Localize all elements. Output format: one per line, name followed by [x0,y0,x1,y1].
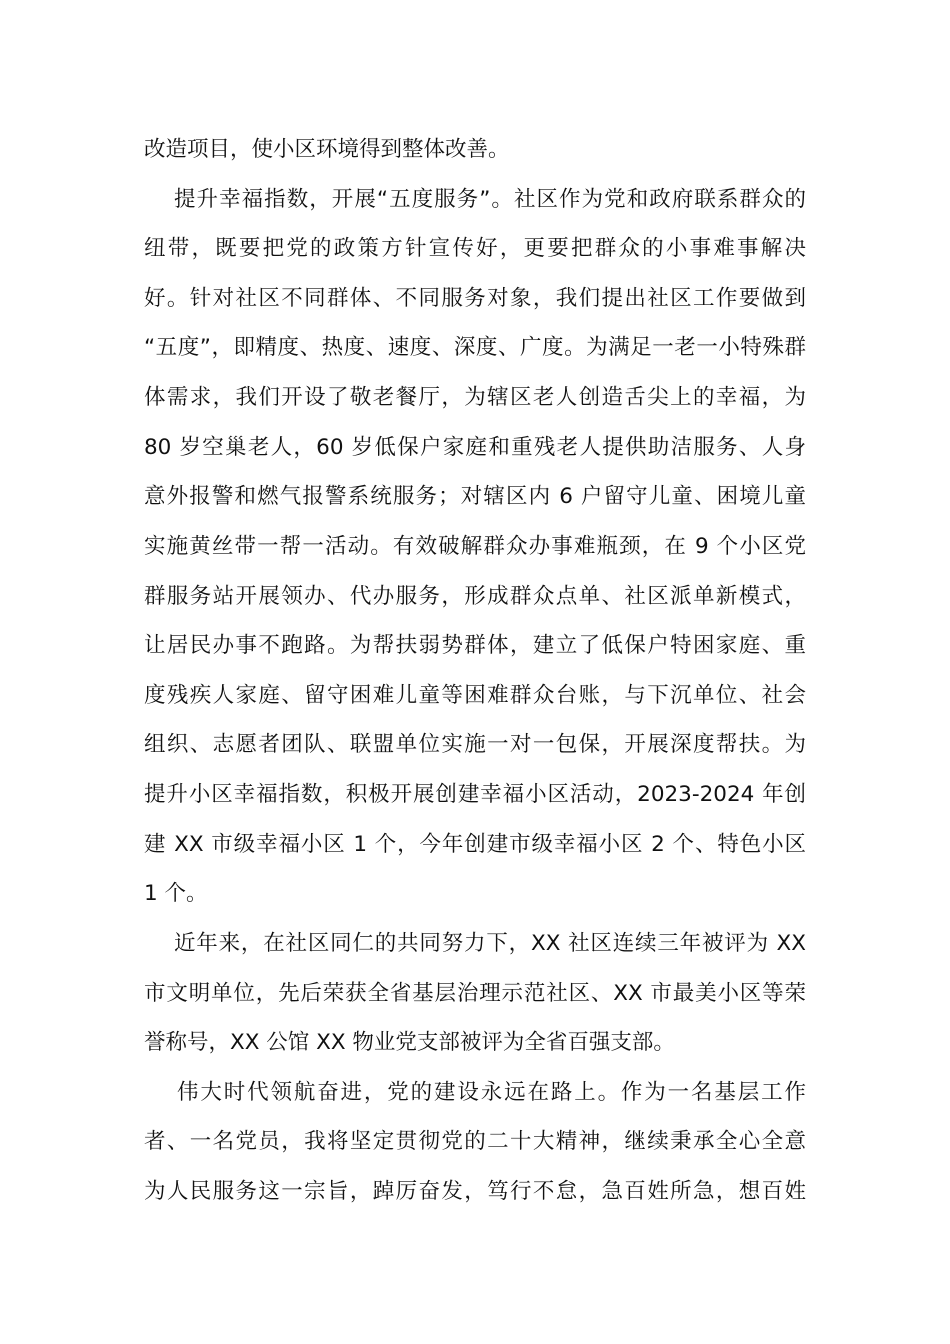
text-line: 意外报警和燃气报警系统服务；对辖区内 6 户留守儿童、困境儿童 [144,484,806,509]
text-line: 誉称号，XX 公馆 XX 物业党支部被评为全省百强支部。 [144,1030,675,1055]
text-line: 实施黄丝带一帮一活动。有效破解群众办事难瓶颈，在 9 个小区党 [144,534,806,559]
text-line: 伟大时代领航奋进，党的建设永远在路上。作为一名基层工作 [177,1080,806,1105]
text-line: 度残疾人家庭、留守困难儿童等困难群众台账，与下沉单位、社会 [144,683,806,708]
text-line: 者、一名党员，我将坚定贯彻党的二十大精神，继续秉承全心全意 [144,1129,806,1154]
text-line: “五度”，即精度、热度、速度、深度、广度。为满足一老一小特殊群 [144,335,806,360]
text-line: 改造项目，使小区环境得到整体改善。 [144,137,510,162]
text-line: 提升小区幸福指数，积极开展创建幸福小区活动，2023-2024 年创 [144,782,806,807]
text-line: 1 个。 [144,881,208,906]
text-line: 组织、志愿者团队、联盟单位实施一对一包保，开展深度帮扶。为 [144,732,806,757]
text-line: 市文明单位，先后荣获全省基层治理示范社区、XX 市最美小区等荣 [144,981,806,1006]
text-line: 群服务站开展领办、代办服务，形成群众点单、社区派单新模式， [144,584,806,609]
text-line: 80 岁空巢老人，60 岁低保户家庭和重残老人提供助洁服务、人身 [144,435,806,460]
text-line: 近年来，在社区同仁的共同努力下，XX 社区连续三年被评为 XX [174,931,806,956]
text-line: 让居民办事不跑路。为帮扶弱势群体，建立了低保户特困家庭、重 [144,633,806,658]
text-line: 好。针对社区不同群体、不同服务对象，我们提出社区工作要做到 [144,286,806,311]
text-line: 纽带，既要把党的政策方针宣传好，更要把群众的小事难事解决 [144,236,806,261]
text-line: 体需求，我们开设了敬老餐厅，为辖区老人创造舌尖上的幸福，为 [144,385,806,410]
text-line: 建 XX 市级幸福小区 1 个，今年创建市级幸福小区 2 个、特色小区 [144,832,806,857]
text-line: 为人民服务这一宗旨，踔厉奋发，笃行不怠，急百姓所急，想百姓 [144,1179,806,1204]
text-line: 提升幸福指数，开展“五度服务”。社区作为党和政府联系群众的 [174,187,806,212]
